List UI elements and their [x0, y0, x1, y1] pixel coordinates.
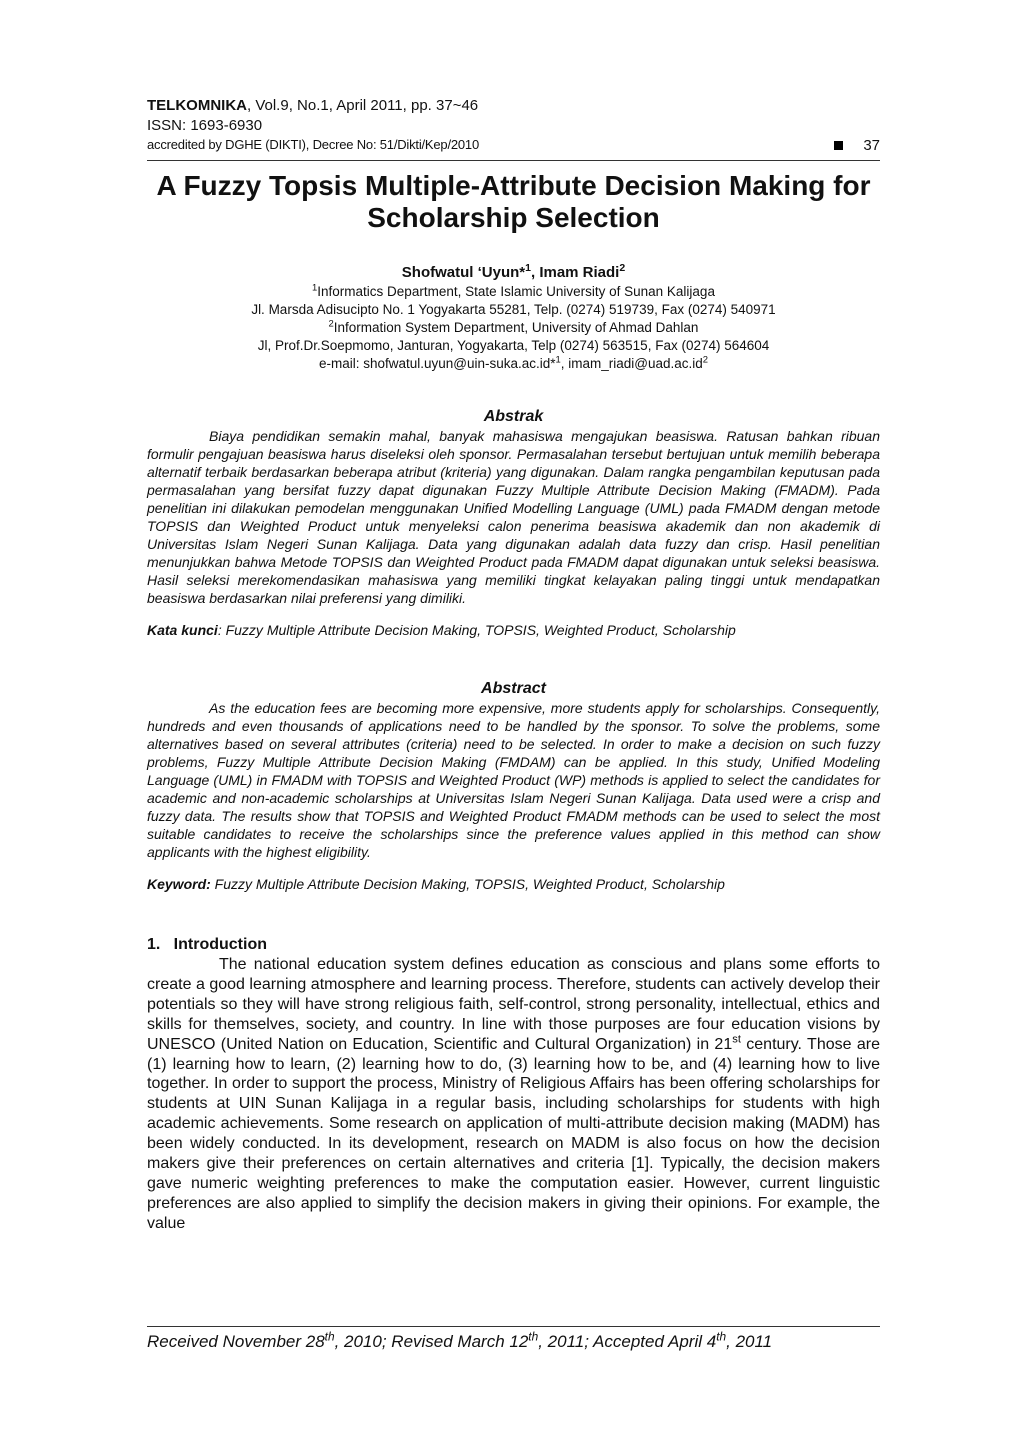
- email-sup-1: 1: [555, 354, 561, 366]
- aff2-sup: 2: [328, 318, 334, 330]
- affiliation-2-address: Jl, Prof.Dr.Soepmomo, Janturan, Yogyakarta, Telp (0274) 563515, Fax (0274) 564604: [257, 338, 770, 353]
- abstract-heading: Abstract: [481, 680, 546, 697]
- title-line-2: Scholarship Selection: [367, 202, 660, 233]
- paper-page: [147, 96, 880, 1234]
- page-number: 37: [863, 136, 880, 154]
- title-line-1: A Fuzzy Topsis Multiple-Attribute Decision Making for: [156, 170, 871, 201]
- abstrak-body: Biaya pendidikan semakin mahal, banyak mahasiswa mengajukan beasiswa. Ratusan bahkan ribuan formulir pengajuan beasiswa harus diseleksi oleh sponsor. Permasalahan tersebut bertujuan untuk memilih beberapa alternatif terbaik berdasarkan beberapa atribut (kriteria) yang digunakan. Dalam rangka pengambilan keputusan pada permasalahan yang bersifat fuzzy dapat digunakan Fuzzy Multiple Attribute Decision Making (FMADM). Pada penelitian ini dilakukan pemodelan menggunakan Unified Modelling Language (UML) pada FMADM dengan metode TOPSIS dan Weighted Product untuk menyeleksi calon penerima beasiswa akademik dan non akademik di Universitas Islam Negeri Sunan Kalijaga. Data yang digunakan adalah data fuzzy dan crisp. Hasil penelitian menunjukkan bahwa Metode TOPSIS dan Weighted Product pada FMADM dapat digunakan untuk seleksi beasiswa. Hasil seleksi merekomendasikan mahasiswa yang memiliki tingkat kelayakan paling tinggi untuk mendapatkan beasiswa berdasarkan nilai preferensi yang dimiliki.: [147, 428, 880, 606]
- abstract-body: As the education fees are becoming more expensive, more students apply for scholarships. Consequently, hundreds and even thousands of applications need to be handled by the sponsor. To solve the problems, some alternatives based on several attributes (criteria) need to be selected. In order to make a decision on such fuzzy problems, Fuzzy Multiple Attribute Decision Making (FMDAM) can be applied. In this study, Unified Modeling Language (UML) in FMADM with TOPSIS and Weighted Product (WP) methods is applied to select the candidates for academic and non-academic scholarships at Universitas Islam Negeri Sunan Kalijaga. Data used were a crisp and fuzzy data. The results show that TOPSIS and Weighted Product FMADM methods can be used to select the most suitable candidates to receive the scholarships since the preference values applied in this method can show applicants with the highest eligibility.: [147, 700, 880, 860]
- affiliation-2: [147, 319, 880, 337]
- keyword-text: Fuzzy Multiple Attribute Decision Making, TOPSIS, Weighted Product, Scholarship: [210, 876, 725, 892]
- header-rule: [147, 160, 880, 161]
- intro-sup: st: [732, 1033, 741, 1046]
- email-2: , imam_riadi@uad.ac.id: [560, 356, 703, 371]
- authors: [147, 263, 880, 283]
- footer-year: , 2011: [726, 1332, 773, 1351]
- keyword-label: Keyword:: [147, 876, 211, 892]
- footer-sup-2: th: [528, 1329, 539, 1344]
- revised-date: , 2010; Revised March 12: [334, 1332, 529, 1351]
- introduction-body: [147, 955, 880, 1234]
- affiliation-1: [147, 283, 880, 301]
- received-date: Received November 28: [147, 1332, 325, 1351]
- square-bullet-icon: [834, 141, 843, 150]
- kata-kunci-text: : Fuzzy Multiple Attribute Decision Making, TOPSIS, Weighted Product, Scholarship: [217, 622, 736, 638]
- email-line: [147, 355, 880, 373]
- email-sup-2: 2: [702, 354, 709, 366]
- author-1-sup: 1: [525, 262, 531, 274]
- author-2-sup: 2: [619, 262, 626, 274]
- journal-name: TELKOMNIKA: [147, 97, 247, 114]
- received-dates-footer: [147, 1326, 880, 1352]
- journal-header: [147, 96, 880, 116]
- email-1: e-mail: shofwatul.uyun@uin-suka.ac.id*: [318, 356, 556, 371]
- footer-sup-3: th: [716, 1329, 727, 1344]
- author-2: Imam Riadi: [539, 264, 620, 281]
- paper-title: [147, 170, 880, 234]
- page-number-group: [834, 137, 880, 154]
- author-1: Shofwatul ‘Uyun*: [401, 264, 526, 281]
- aff2-text: Information System Department, University of Ahmad Dahlan: [333, 320, 699, 335]
- accreditation-row: [147, 136, 880, 154]
- keyword: [147, 875, 880, 893]
- footer-sup-1: th: [324, 1329, 335, 1344]
- issn: ISSN: 1693-6930: [147, 117, 263, 134]
- author-separator: ,: [530, 264, 540, 281]
- accepted-date: , 2011; Accepted April 4: [538, 1332, 717, 1351]
- accreditation: accredited by DGHE (DIKTI), Decree No: 51/Dikti/Kep/2010: [147, 137, 479, 152]
- aff1-text: Informatics Department, State Islamic University of Sunan Kalijaga: [317, 284, 715, 299]
- aff1-sup: 1: [312, 282, 318, 294]
- affiliation-1-address: Jl. Marsda Adisucipto No. 1 Yogyakarta 55281, Telp. (0274) 519739, Fax (0274) 540971: [251, 302, 776, 317]
- introduction-heading: 1. Introduction: [147, 936, 267, 953]
- kata-kunci: [147, 621, 880, 639]
- kata-kunci-label: Kata kunci: [147, 622, 218, 638]
- abstrak-heading: Abstrak: [483, 408, 544, 425]
- journal-volume: , Vol.9, No.1, April 2011, pp. 37~46: [247, 97, 479, 114]
- intro-text-a: The national education system defines education as conscious and plans some efforts to create a good learning atmosphere and learning process. Therefore, students can actively develop their potentials so they will have strong religious faith, self-control, strong personality, intellectual, ethics and skills for themselves, society, and country. In line with those purposes are four education visions by UNESCO (United Nation on Education, Scientific and Cultural Organization) in 21: [147, 956, 880, 1053]
- intro-text-b: century. Those are (1) learning how to learn, (2) learning how to do, (3) learning how to be, and (4) learning how to live together. In order to support the process, Ministry of Religious Affairs has been offering scholarships for students at UIN Sunan Kalijaga in a regular basis, including scholarships for students with high academic achievements. Some research on application of multi-attribute decision making (MADM) has been widely conducted. In its development, research on MADM is also focus on how the decision makers give their preferences on certain alternatives and criteria [1]. Typically, the decision makers gave numeric weighting preferences to make the computation easier. However, current linguistic preferences are also applied to simplify the decision makers in giving their opinions. For example, the value: [147, 1035, 880, 1232]
